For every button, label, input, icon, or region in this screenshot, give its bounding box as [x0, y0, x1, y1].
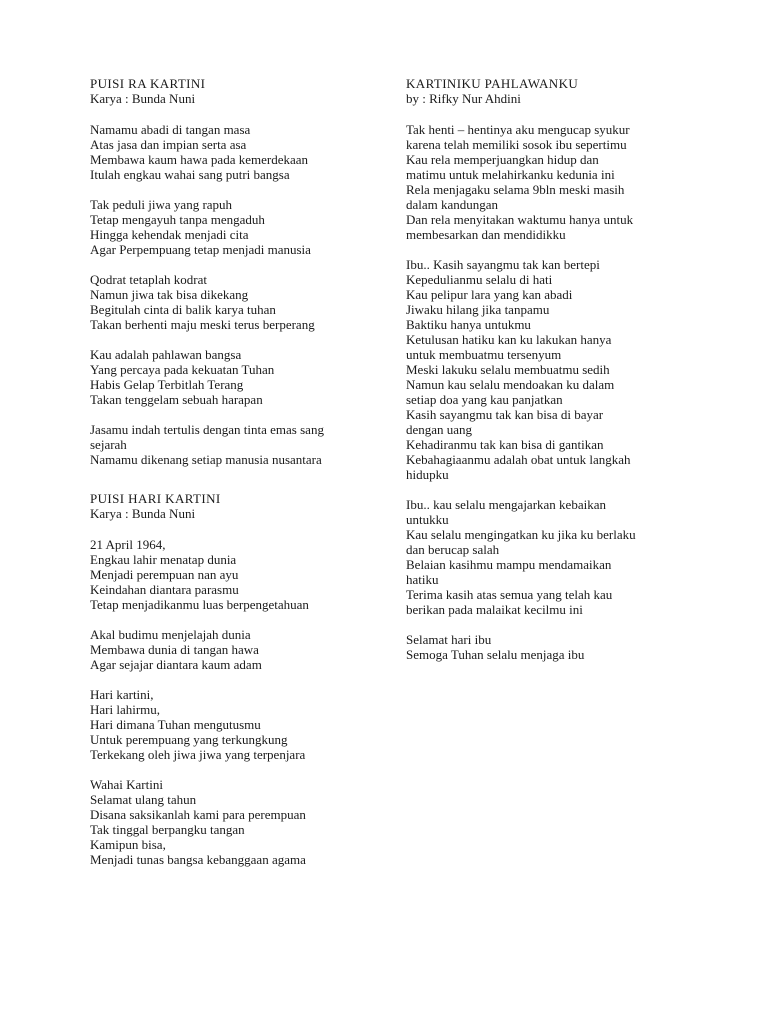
poem-author: Karya : Bunda Nuni — [90, 506, 196, 521]
poem-line: Kau adalah pahlawan bangsa — [90, 347, 242, 362]
poem-line: 21 April 1964, — [90, 537, 166, 552]
poem-line: Akal budimu menjelajah dunia — [90, 627, 251, 642]
poem-line: Semoga Tuhan selalu menjaga ibu — [406, 647, 585, 662]
poem-line: Disana saksikanlah kami para perempuan — [90, 807, 306, 822]
poem-author: Karya : Bunda Nuni — [90, 91, 196, 106]
poem-line: Kau pelipur lara yang kan abadi — [406, 287, 573, 302]
poem-line: Tetap menjadikanmu luas berpengetahuan — [90, 597, 309, 612]
right-column — [406, 76, 696, 662]
poem-title: PUISI HARI KARTINI — [90, 491, 221, 506]
poem-line: Dan rela menyitakan waktumu hanya untuk — [406, 212, 634, 227]
poem-line: Ibu.. kau selalu mengajarkan kebaikan — [406, 497, 606, 512]
poem-line: Keindahan diantara parasmu — [90, 582, 239, 597]
poem-line: Habis Gelap Terbitlah Terang — [90, 377, 244, 392]
poem-title: PUISI RA KARTINI — [90, 76, 206, 91]
poem-line: Wahai Kartini — [90, 777, 163, 792]
poem-line: Atas jasa dan impian serta asa — [90, 137, 247, 152]
poem-line: sejarah — [90, 437, 127, 452]
poem-line: Jiwaku hilang jika tanpamu — [406, 302, 550, 317]
poem-line: Takan berhenti maju meski terus berperang — [90, 317, 315, 332]
poem-line: Tak peduli jiwa yang rapuh — [90, 197, 233, 212]
poem-line: hidupku — [406, 467, 449, 482]
poem-line: Selamat ulang tahun — [90, 792, 197, 807]
poem-line: Hari dimana Tuhan mengutusmu — [90, 717, 261, 732]
poem-line: Ketulusan hatiku kan ku lakukan hanya — [406, 332, 612, 347]
poem-line: Kehadiranmu tak kan bisa di gantikan — [406, 437, 604, 452]
poem-line: Menjadi perempuan nan ayu — [90, 567, 239, 582]
poem-line: Yang percaya pada kekuatan Tuhan — [90, 362, 275, 377]
poem-line: Tak tinggal berpangku tangan — [90, 822, 245, 837]
poem-author: by : Rifky Nur Ahdini — [406, 91, 521, 106]
poem-line: Hari lahirmu, — [90, 702, 161, 717]
poem-line: matimu untuk melahirkanku kedunia ini — [406, 167, 615, 182]
poem-line: karena telah memiliki sosok ibu sepertimu — [406, 137, 627, 152]
poem-line: membesarkan dan mendidikku — [406, 227, 566, 242]
poem-line: Kamipun bisa, — [90, 837, 166, 852]
poem-line: untuk membuatmu tersenyum — [406, 347, 562, 362]
poem-line: Begitulah cinta di balik karya tuhan — [90, 302, 276, 317]
poem-line: dan berucap salah — [406, 542, 500, 557]
poem-line: Kepedulianmu selalu di hati — [406, 272, 553, 287]
poem-line: Namamu abadi di tangan masa — [90, 122, 251, 137]
poem-line: berikan pada malaikat kecilmu ini — [406, 602, 583, 617]
poem-line: Jasamu indah tertulis dengan tinta emas sang — [90, 422, 324, 437]
poem-line: Namun kau selalu mendoakan ku dalam — [406, 377, 615, 392]
poem-line: Ibu.. Kasih sayangmu tak kan bertepi — [406, 257, 600, 272]
poem-line: Belaian kasihmu mampu mendamaikan — [406, 557, 612, 572]
poem-line: Membawa kaum hawa pada kemerdekaan — [90, 152, 309, 167]
poem-line: Selamat hari ibu — [406, 632, 492, 647]
poem-line: Untuk perempuang yang terkungkung — [90, 732, 288, 747]
poem-line: Qodrat tetaplah kodrat — [90, 272, 207, 287]
poem-line: dalam kandungan — [406, 197, 499, 212]
poem-body — [90, 537, 380, 867]
poem-line: Hingga kehendak menjadi cita — [90, 227, 249, 242]
poem-line: Meski lakuku selalu membuatmu sedih — [406, 362, 610, 377]
poem-line: Membawa dunia di tangan hawa — [90, 642, 259, 657]
poem-line: hatiku — [406, 572, 439, 587]
poem-line: setiap doa yang kau panjatkan — [406, 392, 563, 407]
poem-line: Kasih sayangmu tak kan bisa di bayar — [406, 407, 604, 422]
poem-line: Kau rela memperjuangkan hidup dan — [406, 152, 599, 167]
poem-line: Menjadi tunas bangsa kebanggaan agama — [90, 852, 306, 867]
poem-line: Itulah engkau wahai sang putri bangsa — [90, 167, 290, 182]
poem-line: Terima kasih atas semua yang telah kau — [406, 587, 613, 602]
poem-line: Baktiku hanya untukmu — [406, 317, 531, 332]
poem-line: Namun jiwa tak bisa dikekang — [90, 287, 249, 302]
poem-line: Rela menjagaku selama 9bln meski masih — [406, 182, 625, 197]
poem-line: Kebahagiaanmu adalah obat untuk langkah — [406, 452, 631, 467]
poem-line: Namamu dikenang setiap manusia nusantara — [90, 452, 322, 467]
poem-body — [90, 122, 380, 467]
poem-line: Tak henti – hentinya aku mengucap syukur — [406, 122, 630, 137]
poem-line: Tetap mengayuh tanpa mengaduh — [90, 212, 265, 227]
poem-line: dengan uang — [406, 422, 473, 437]
poem-title: KARTINIKU PAHLAWANKU — [406, 76, 579, 91]
left-column — [90, 76, 380, 867]
poem-line: Takan tenggelam sebuah harapan — [90, 392, 263, 407]
poem-line: Kau selalu mengingatkan ku jika ku berlaku — [406, 527, 636, 542]
poem-line: Agar Perpempuang tetap menjadi manusia — [90, 242, 311, 257]
poem-body — [406, 122, 696, 662]
poem-line: Agar sejajar diantara kaum adam — [90, 657, 262, 672]
poem-line: Terkekang oleh jiwa jiwa yang terpenjara — [90, 747, 306, 762]
poem-line: Engkau lahir menatap dunia — [90, 552, 237, 567]
poem-line: untukku — [406, 512, 449, 527]
poem-line: Hari kartini, — [90, 687, 154, 702]
